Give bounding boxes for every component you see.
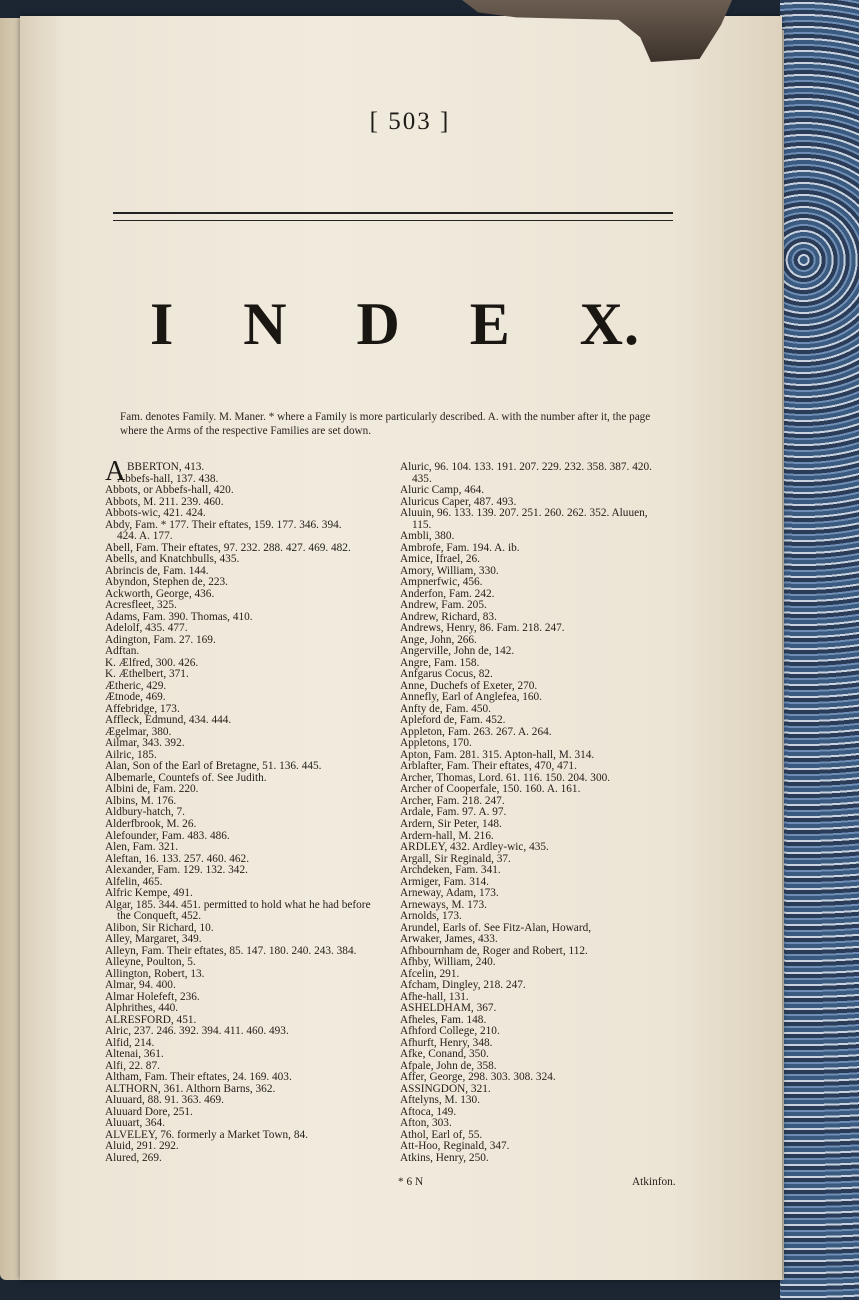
index-entry: Adftan.	[105, 645, 140, 658]
index-entry: Afpale, John de, 358.	[400, 1059, 497, 1072]
index-entry: Aftelyns, M. 130.	[400, 1094, 481, 1107]
signature-mark: * 6 N	[398, 1176, 424, 1188]
index-entry: Affleck, Edmund, 434. 444.	[105, 714, 232, 727]
index-entry: Arwaker, James, 433.	[400, 933, 498, 946]
index-entry: Abbefs-hall, 137. 438.	[117, 472, 219, 485]
index-entry: Aftoca, 149.	[400, 1105, 457, 1118]
index-entry: Aluuin, 96. 133. 139. 207. 251. 260. 262. 352. Aluuen,	[400, 507, 648, 520]
index-entry: Alen, Fam. 321.	[105, 841, 179, 854]
index-entry: Almar Holefeft, 236.	[105, 990, 200, 1003]
index-entry: Afhford College, 210.	[400, 1025, 500, 1038]
index-entry: ALRESFORD, 451.	[105, 1013, 197, 1026]
index-entry: Athol, Earl of, 55.	[400, 1128, 483, 1141]
index-entry: Alphrithes, 440.	[105, 1002, 179, 1015]
index-entry: Appleton, Fam. 263. 267. A. 264.	[400, 725, 552, 738]
index-entry: Abdy, Fam. * 177. Their eftates, 159. 177. 346. 394.	[105, 518, 342, 531]
index-entry: Aleftan, 16. 133. 257. 460. 462.	[105, 852, 250, 865]
index-entry: Adelolf, 435. 477.	[105, 622, 188, 635]
index-entry: Affer, George, 298. 303. 308. 324.	[400, 1071, 556, 1084]
index-entry: Alfelin, 465.	[105, 875, 163, 888]
index-entry: Aluuart, 364.	[105, 1117, 165, 1130]
index-entry: Archer, Fam. 218. 247.	[400, 794, 505, 807]
index-entry: Ætheric, 429.	[105, 679, 167, 692]
index-entry: Arneway, Adam, 173.	[400, 887, 499, 900]
index-entry: Alderfbrook, M. 26.	[105, 817, 197, 830]
page-title	[150, 290, 640, 359]
abbreviation-key: Fam. denotes Family. M. Maner. * where a Family is more particularly described. A. with the number after it, the page where the Arms of the respective Families are set down.	[120, 411, 651, 437]
index-entry: Afton, 303.	[400, 1117, 452, 1130]
index-entry: Amice, Ifrael, 26.	[400, 553, 480, 566]
index-entry: Abyndon, Stephen de, 223.	[105, 576, 228, 589]
index-entry: Ampnerfwic, 456.	[400, 576, 483, 589]
index-entry: Abbots, or Abbefs-hall, 420.	[105, 484, 234, 497]
title-letter: E	[469, 291, 511, 357]
index-entry: Abells, and Knatchbulls, 435.	[105, 553, 240, 566]
index-entry: Amory, William, 330.	[400, 564, 499, 577]
index-entry: Aluid, 291. 292.	[105, 1140, 179, 1153]
index-entry: Armiger, Fam. 314.	[400, 875, 489, 888]
index-entry: Ange, John, 266.	[400, 633, 477, 646]
index-entry: Archdeken, Fam. 341.	[400, 864, 501, 877]
header-rule-thin	[113, 220, 673, 221]
title-letter: N	[243, 291, 288, 357]
drop-cap: A	[105, 456, 126, 487]
index-column-right	[400, 462, 682, 1164]
index-entry: Altenai, 361.	[105, 1048, 164, 1061]
index-entry: 115.	[412, 518, 432, 531]
index-entry: Alured, 269.	[105, 1151, 162, 1164]
index-entry: Alefounder, Fam. 483. 486.	[105, 829, 230, 842]
index-entry: Angerville, John de, 142.	[400, 645, 515, 658]
index-entry: Algar, 185. 344. 451. permitted to hold what he had before	[105, 898, 371, 911]
index-entry: Albemarle, Countefs of. See Judith.	[105, 771, 267, 784]
index-entry: Apleford de, Fam. 452.	[400, 714, 506, 727]
index-entry: Albins, M. 176.	[105, 794, 177, 807]
index-entry: ALTHORN, 361. Althorn Barns, 362.	[105, 1082, 276, 1095]
index-entry: Arblafter, Fam. Their eftates, 470, 471.	[400, 760, 577, 773]
index-entry: Alfi, 22. 87.	[105, 1059, 160, 1072]
index-entry: the Conqueft, 452.	[117, 910, 202, 923]
index-entry: Afke, Conand, 350.	[400, 1048, 489, 1061]
title-letter: I	[150, 291, 175, 357]
index-entry: Abrincis de, Fam. 144.	[105, 564, 209, 577]
header-rule-thick	[113, 212, 673, 214]
index-entry: ALVELEY, 76. formerly a Market Town, 84.	[105, 1128, 308, 1141]
index-entry: Angre, Fam. 158.	[400, 656, 480, 669]
index-entry: ASSINGDON, 321.	[400, 1082, 491, 1095]
index-column-left	[105, 456, 380, 1164]
index-entry: Alric, 237. 246. 392. 394. 411. 460. 493.	[105, 1025, 289, 1038]
index-entry: Ardern, Sir Peter, 148.	[400, 817, 502, 830]
index-entry: Ackworth, George, 436.	[105, 587, 215, 600]
index-entry: Annefly, Earl of Anglefea, 160.	[400, 691, 542, 704]
index-entry: Abbots, M. 211. 239. 460.	[105, 495, 224, 508]
index-entry: Argall, Sir Reginald, 37.	[400, 852, 511, 865]
index-entry: Alan, Son of the Earl of Bretagne, 51. 136. 445.	[105, 760, 322, 773]
index-entry: Afhbournham de, Roger and Robert, 112.	[400, 944, 588, 957]
index-entry: ARDLEY, 432. Ardley-wic, 435.	[400, 841, 549, 854]
index-entry: Apton, Fam. 281. 315. Apton-hall, M. 314.	[400, 748, 595, 761]
index-entry: Alfric Kempe, 491.	[105, 887, 193, 900]
entry-text: BBERTON, 413.	[127, 461, 205, 473]
index-entry: Ætnode, 469.	[105, 691, 166, 704]
index-entry: Afcham, Dingley, 218. 247.	[400, 979, 526, 992]
index-entry: Afhe-hall, 131.	[400, 990, 469, 1003]
index-entry: Aluuard Dore, 251.	[105, 1105, 193, 1118]
index-entry: Afhurft, Henry, 348.	[400, 1036, 493, 1049]
index-entry: K. Ælfred, 300. 426.	[105, 656, 199, 669]
index-entry: Archer, Thomas, Lord. 61. 116. 150. 204. 300.	[400, 771, 611, 784]
index-entry: Andrew, Richard, 83.	[400, 610, 497, 623]
index-entry: Allington, Robert, 13.	[105, 967, 205, 980]
index-entry: Ailmar, 343. 392.	[105, 737, 185, 750]
index-entry: Abell, Fam. Their eftates, 97. 232. 288. 427. 469. 482.	[105, 541, 351, 554]
index-entry: Aluricus Caper, 487. 493.	[400, 495, 517, 508]
index-entry: Alfid, 214.	[105, 1036, 155, 1049]
index-entry: Ambrofe, Fam. 194. A. ib.	[400, 541, 520, 554]
index-entry: Alleyn, Fam. Their eftates, 85. 147. 180. 240. 243. 384.	[105, 944, 357, 957]
index-entry: Afhby, William, 240.	[400, 956, 496, 969]
index-entry: Ambli, 380.	[400, 530, 455, 543]
index-entry: Arundel, Earls of. See Fitz-Alan, Howard,	[400, 921, 592, 934]
index-entry: Ardale, Fam. 97. A. 97.	[400, 806, 507, 819]
index-entry: Anfty de, Fam. 450.	[400, 702, 491, 715]
index-entry: Alley, Margaret, 349.	[105, 933, 202, 946]
index-entry: Arneways, M. 173.	[400, 898, 487, 911]
index-entry: Afcelin, 291.	[400, 967, 460, 980]
index-entry: Anfgarus Cocus, 82.	[400, 668, 493, 681]
index-entry: 435.	[412, 472, 432, 485]
index-entry: Abbots-wic, 421. 424.	[105, 507, 206, 520]
catchword: Atkinfon.	[632, 1176, 676, 1188]
index-entry: Alexander, Fam. 129. 132. 342.	[105, 864, 248, 877]
index-entry: Alibon, Sir Richard, 10.	[105, 921, 214, 934]
index-entry: Aluric Camp, 464.	[400, 484, 485, 497]
index-entry: Anderfon, Fam. 242.	[400, 587, 495, 600]
index-entry: Aldbury-hatch, 7.	[105, 806, 185, 819]
page-number: [ 503 ]	[369, 108, 451, 135]
index-entry: Appletons, 170.	[400, 737, 472, 750]
index-entry: K. Æthelbert, 371.	[105, 668, 189, 681]
marbled-board	[780, 0, 859, 1300]
index-entry: Anne, Duchefs of Exeter, 270.	[400, 679, 538, 692]
index-entry: Archer of Cooperfale, 150. 160. A. 161.	[400, 783, 581, 796]
title-letter: D	[356, 291, 401, 357]
title-letter: X.	[579, 291, 640, 357]
index-entry: 424. A. 177.	[117, 530, 173, 543]
index-entry: Ægelmar, 380.	[105, 725, 172, 738]
index-entry: Acresfleet, 325.	[105, 599, 177, 612]
index-entry: Andrew, Fam. 205.	[400, 599, 487, 612]
index-entry: Ardern-hall, M. 216.	[400, 829, 494, 842]
index-entry: Andrews, Henry, 86. Fam. 218. 247.	[400, 622, 565, 635]
index-entry: Albini de, Fam. 220.	[105, 783, 199, 796]
index-entry: Adams, Fam. 390. Thomas, 410.	[105, 610, 253, 623]
index-entry: Ailric, 185.	[105, 748, 157, 761]
index-entry: Arnolds, 173.	[400, 910, 462, 923]
index-entry: Aluric, 96. 104. 133. 191. 207. 229. 232. 358. 387. 420.	[400, 461, 652, 473]
index-entry: Att-Hoo, Reginald, 347.	[400, 1140, 510, 1153]
index-entry: Altham, Fam. Their eftates, 24. 169. 403.	[105, 1071, 292, 1084]
index-entry: Alleyne, Poulton, 5.	[105, 956, 196, 969]
index-entry: Almar, 94. 400.	[105, 979, 176, 992]
index-entry: ASHELDHAM, 367.	[400, 1002, 497, 1015]
index-entry: Atkins, Henry, 250.	[400, 1151, 489, 1164]
index-entry: Adington, Fam. 27. 169.	[105, 633, 216, 646]
index-entry: Aluuard, 88. 91. 363. 469.	[105, 1094, 224, 1107]
index-entry: Afheles, Fam. 148.	[400, 1013, 487, 1026]
index-entry: Affebridge, 173.	[105, 702, 180, 715]
